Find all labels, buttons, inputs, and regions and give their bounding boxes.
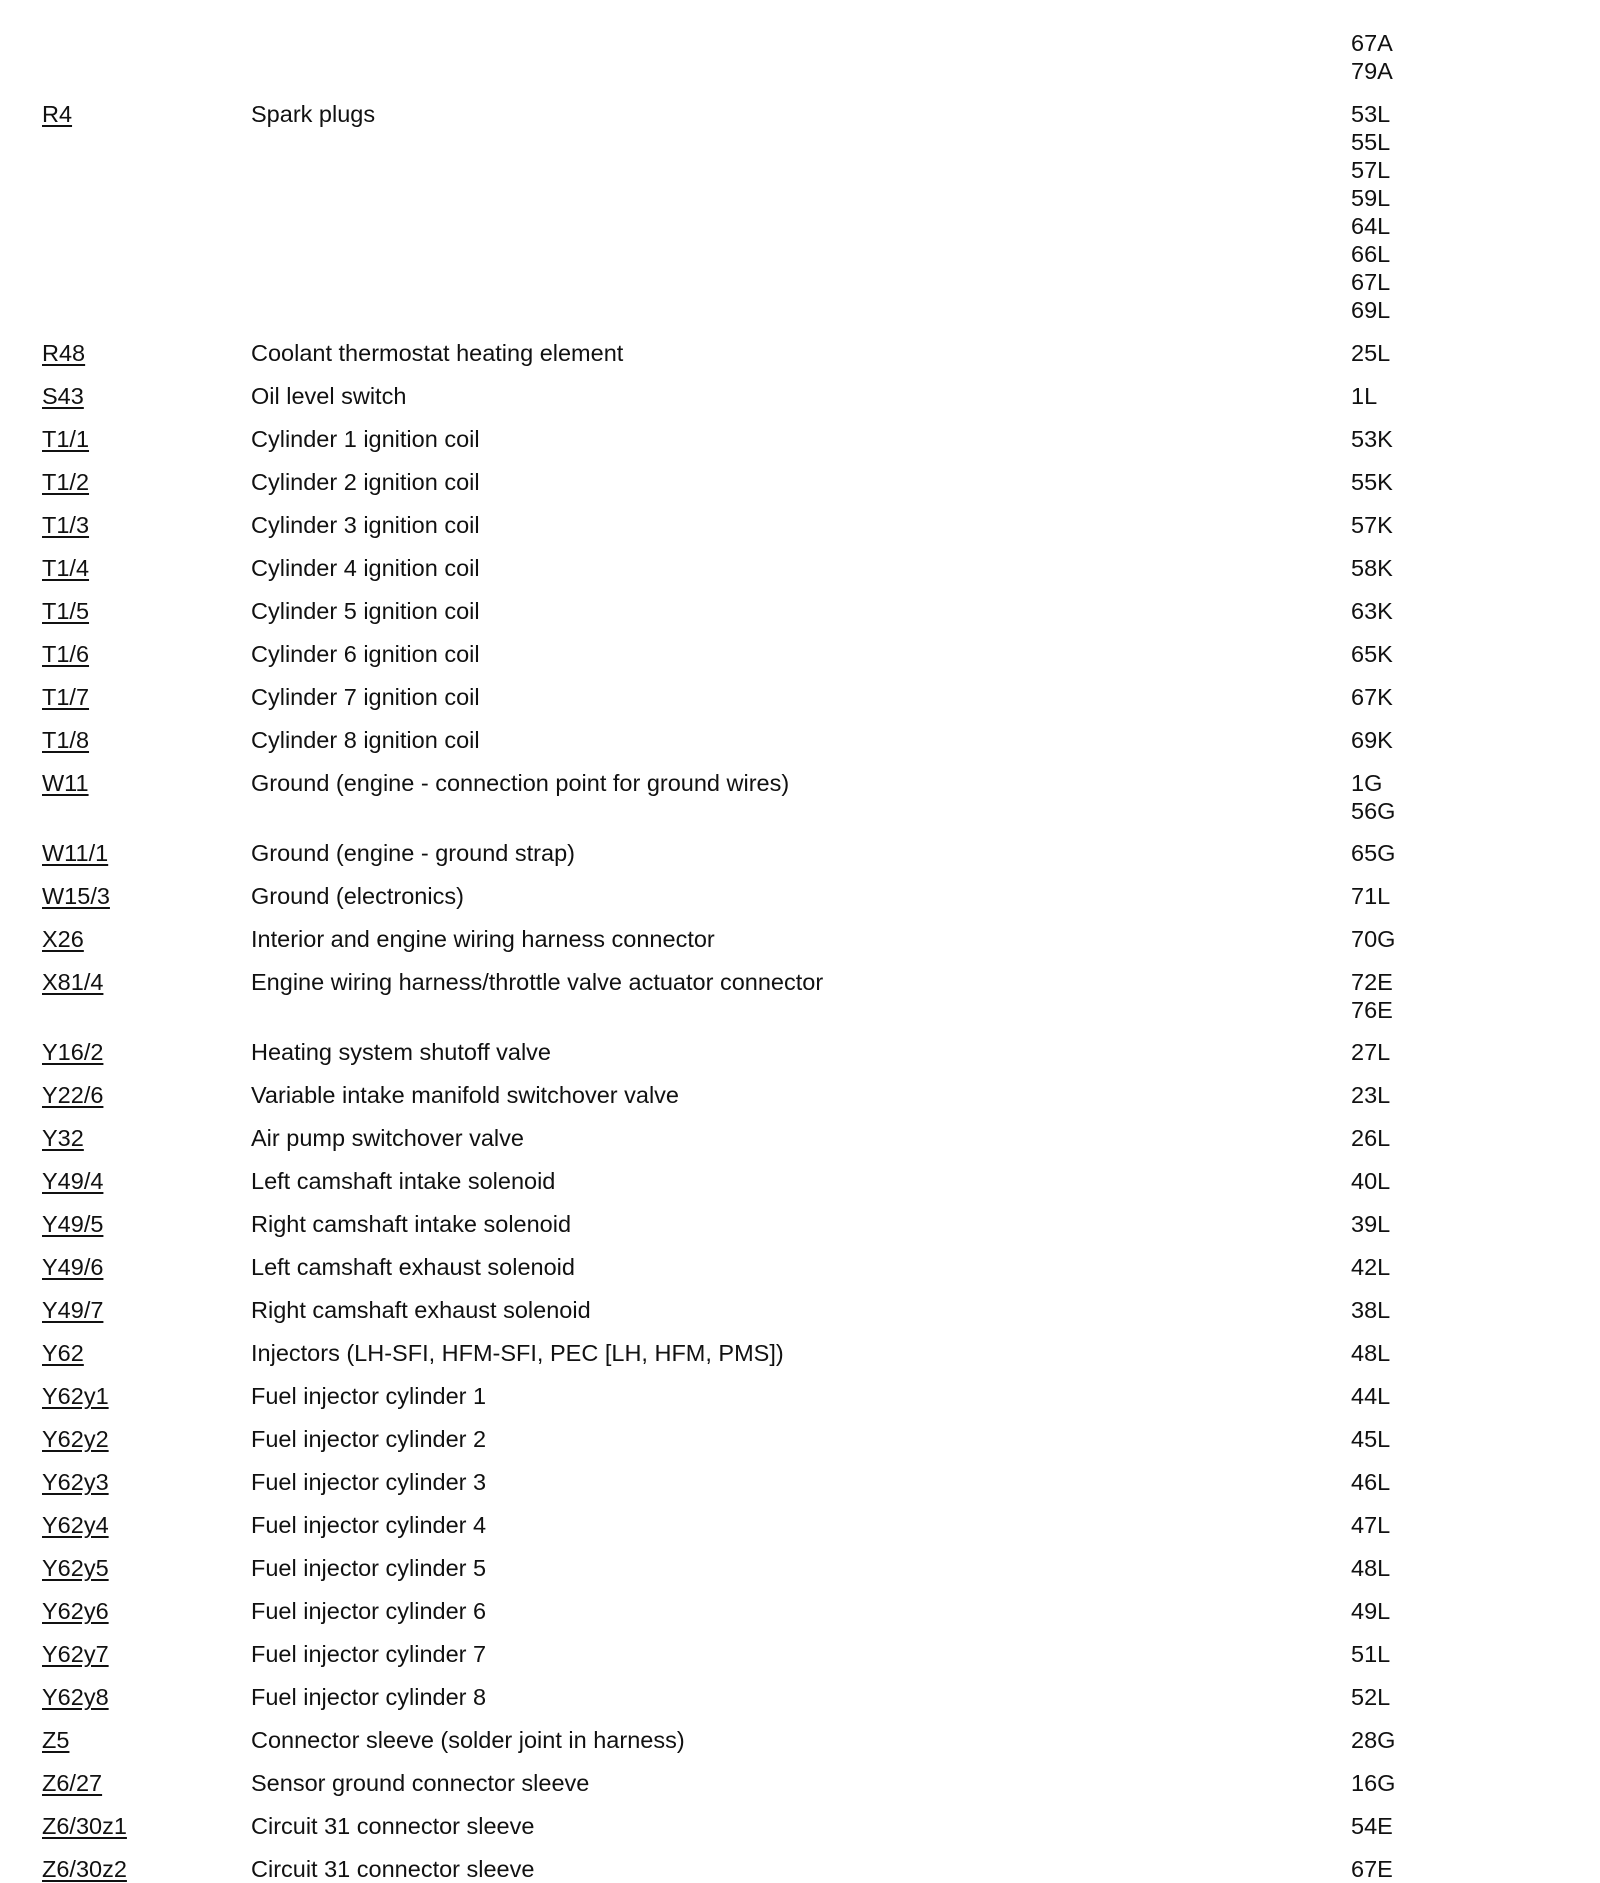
- component-description: Cylinder 3 ignition coil: [251, 512, 480, 538]
- grid-location-list: [1351, 1554, 1390, 1582]
- component-code-link[interactable]: Y49/7: [42, 1297, 104, 1323]
- component-description: Connector sleeve (solder joint in harness): [251, 1727, 685, 1753]
- grid-location: 79A: [1351, 58, 1393, 84]
- grid-location-list: [1351, 1855, 1393, 1883]
- component-description: Right camshaft exhaust solenoid: [251, 1297, 591, 1323]
- grid-location: 53K: [1351, 426, 1393, 452]
- grid-location-list: [1351, 1511, 1390, 1539]
- component-code-link[interactable]: Y16/2: [42, 1039, 104, 1065]
- component-description: Cylinder 2 ignition coil: [251, 469, 480, 495]
- grid-location-list: [1351, 29, 1393, 85]
- grid-location: 1G: [1351, 770, 1383, 796]
- grid-location-list: [1351, 683, 1393, 711]
- grid-location-list: [1351, 640, 1393, 668]
- component-description: Spark plugs: [251, 101, 376, 127]
- grid-location: 53L: [1351, 101, 1391, 127]
- component-description: Engine wiring harness/throttle valve actuator connector: [251, 969, 824, 995]
- grid-location: 56G: [1351, 798, 1396, 824]
- grid-location: 51L: [1351, 1641, 1391, 1667]
- component-code-link[interactable]: T1/3: [42, 512, 90, 538]
- component-description: Fuel injector cylinder 1: [251, 1383, 487, 1409]
- grid-location-list: [1351, 1124, 1390, 1152]
- grid-location: 42L: [1351, 1254, 1391, 1280]
- component-code-link[interactable]: Y62: [42, 1340, 84, 1366]
- component-code-link[interactable]: T1/6: [42, 641, 90, 667]
- grid-location: 28G: [1351, 1727, 1396, 1753]
- grid-location-list: [1351, 882, 1390, 910]
- component-description: Cylinder 1 ignition coil: [251, 426, 480, 452]
- grid-location: 54E: [1351, 1813, 1393, 1839]
- grid-location: 63K: [1351, 598, 1393, 624]
- component-code-link[interactable]: X26: [42, 926, 84, 952]
- grid-location: 66L: [1351, 241, 1391, 267]
- grid-location-list: [1351, 339, 1390, 367]
- component-description: Coolant thermostat heating element: [251, 340, 624, 366]
- component-description: Fuel injector cylinder 7: [251, 1641, 487, 1667]
- component-description: Fuel injector cylinder 6: [251, 1598, 487, 1624]
- grid-location: 45L: [1351, 1426, 1391, 1452]
- component-description: Ground (engine - connection point for ground wires): [251, 770, 790, 796]
- grid-location: 1L: [1351, 383, 1378, 409]
- grid-location: 39L: [1351, 1211, 1391, 1237]
- component-code-link[interactable]: Y62y4: [42, 1512, 109, 1538]
- component-description: Air pump switchover valve: [251, 1125, 524, 1151]
- component-code-link[interactable]: Z5: [42, 1727, 70, 1753]
- component-description: Interior and engine wiring harness connector: [251, 926, 715, 952]
- component-description: Left camshaft intake solenoid: [251, 1168, 556, 1194]
- grid-location-list: [1351, 1468, 1390, 1496]
- component-description: Fuel injector cylinder 5: [251, 1555, 487, 1581]
- grid-location-list: [1351, 511, 1393, 539]
- grid-location: 65G: [1351, 840, 1396, 866]
- grid-location-list: [1351, 1167, 1390, 1195]
- grid-location-list: [1351, 1210, 1390, 1238]
- component-description: Fuel injector cylinder 3: [251, 1469, 487, 1495]
- component-description: Ground (engine - ground strap): [251, 840, 575, 866]
- grid-location: 48L: [1351, 1555, 1391, 1581]
- component-description: Fuel injector cylinder 8: [251, 1684, 487, 1710]
- component-description: Circuit 31 connector sleeve: [251, 1856, 535, 1882]
- grid-location: 67A: [1351, 30, 1393, 56]
- grid-location-list: [1351, 1253, 1390, 1281]
- grid-location: 16G: [1351, 1770, 1396, 1796]
- grid-location: 23L: [1351, 1082, 1391, 1108]
- grid-location: 52L: [1351, 1684, 1391, 1710]
- grid-location-list: [1351, 1425, 1390, 1453]
- component-code-link[interactable]: Y62y5: [42, 1555, 109, 1581]
- component-code-link[interactable]: T1/7: [42, 684, 90, 710]
- component-code-link[interactable]: R4: [42, 101, 73, 127]
- component-code-link[interactable]: Z6/30z2: [42, 1856, 127, 1882]
- grid-location: 49L: [1351, 1598, 1391, 1624]
- grid-location-list: [1351, 554, 1393, 582]
- grid-location: 47L: [1351, 1512, 1391, 1538]
- component-code-link[interactable]: Y49/4: [42, 1168, 104, 1194]
- grid-location-list: [1351, 726, 1393, 754]
- component-description: Cylinder 5 ignition coil: [251, 598, 480, 624]
- component-description: Fuel injector cylinder 2: [251, 1426, 487, 1452]
- grid-location: 25L: [1351, 340, 1391, 366]
- grid-location: 40L: [1351, 1168, 1391, 1194]
- grid-location: 71L: [1351, 883, 1391, 909]
- grid-location: 76E: [1351, 997, 1393, 1023]
- component-code-link[interactable]: W11: [42, 770, 89, 796]
- component-description: Cylinder 4 ignition coil: [251, 555, 480, 581]
- grid-location-list: [1351, 1339, 1390, 1367]
- component-code-link[interactable]: T1/5: [42, 598, 90, 624]
- component-code-link[interactable]: Z6/30z1: [42, 1813, 127, 1839]
- grid-location-list: [1351, 100, 1390, 324]
- component-code-link[interactable]: R48: [42, 340, 86, 366]
- component-code-link[interactable]: X81/4: [42, 969, 104, 995]
- grid-location: 67E: [1351, 1856, 1393, 1882]
- grid-location-list: [1351, 468, 1393, 496]
- component-description: Variable intake manifold switchover valve: [251, 1082, 679, 1108]
- component-description: Cylinder 7 ignition coil: [251, 684, 480, 710]
- grid-location: 44L: [1351, 1383, 1391, 1409]
- grid-location-list: [1351, 1382, 1390, 1410]
- component-code-link[interactable]: W15/3: [42, 883, 110, 909]
- component-code-link[interactable]: T1/2: [42, 469, 90, 495]
- grid-location-list: [1351, 1726, 1395, 1754]
- grid-location: 55K: [1351, 469, 1393, 495]
- grid-location: 72E: [1351, 969, 1393, 995]
- component-code-link[interactable]: Y32: [42, 1125, 84, 1151]
- grid-location-list: [1351, 1812, 1393, 1840]
- component-code-link[interactable]: T1/8: [42, 727, 90, 753]
- component-code-link[interactable]: Z6/27: [42, 1770, 103, 1796]
- component-description: Fuel injector cylinder 4: [251, 1512, 487, 1538]
- grid-location: 57L: [1351, 157, 1391, 183]
- component-code-link[interactable]: Y49/6: [42, 1254, 104, 1280]
- component-code-link[interactable]: Y49/5: [42, 1211, 104, 1237]
- grid-location: 46L: [1351, 1469, 1391, 1495]
- component-description: Right camshaft intake solenoid: [251, 1211, 572, 1237]
- component-code-link[interactable]: Y62y3: [42, 1469, 109, 1495]
- grid-location-list: [1351, 769, 1395, 825]
- grid-location: 57K: [1351, 512, 1393, 538]
- component-code-link[interactable]: T1/1: [42, 426, 90, 452]
- component-description: Left camshaft exhaust solenoid: [251, 1254, 575, 1280]
- grid-location-list: [1351, 968, 1393, 1024]
- grid-location: 69K: [1351, 727, 1393, 753]
- grid-location: 27L: [1351, 1039, 1391, 1065]
- component-code-link[interactable]: Y62y7: [42, 1641, 109, 1667]
- component-code-link[interactable]: Y22/6: [42, 1082, 104, 1108]
- grid-location-list: [1351, 1640, 1390, 1668]
- grid-location: 67K: [1351, 684, 1393, 710]
- grid-location-list: [1351, 1597, 1390, 1625]
- grid-location-list: [1351, 1081, 1390, 1109]
- component-description: Oil level switch: [251, 383, 407, 409]
- grid-location: 38L: [1351, 1297, 1391, 1323]
- component-description: Heating system shutoff valve: [251, 1039, 551, 1065]
- grid-location-list: [1351, 925, 1395, 953]
- component-code-link[interactable]: Y62y2: [42, 1426, 109, 1452]
- grid-location: 59L: [1351, 185, 1391, 211]
- component-code-link[interactable]: Y62y6: [42, 1598, 109, 1624]
- grid-location-list: [1351, 597, 1393, 625]
- component-description: Ground (electronics): [251, 883, 464, 909]
- grid-location: 67L: [1351, 269, 1391, 295]
- component-code-link[interactable]: Y62y1: [42, 1383, 109, 1409]
- grid-location: 70G: [1351, 926, 1396, 952]
- grid-location-list: [1351, 1683, 1390, 1711]
- component-description: Cylinder 8 ignition coil: [251, 727, 480, 753]
- grid-location: 55L: [1351, 129, 1391, 155]
- grid-location: 58K: [1351, 555, 1393, 581]
- grid-location-list: [1351, 1296, 1390, 1324]
- grid-location: 48L: [1351, 1340, 1391, 1366]
- component-code-link[interactable]: W11/1: [42, 840, 109, 866]
- component-description: Cylinder 6 ignition coil: [251, 641, 480, 667]
- component-description: Circuit 31 connector sleeve: [251, 1813, 535, 1839]
- grid-location-list: [1351, 382, 1377, 410]
- grid-location: 64L: [1351, 213, 1391, 239]
- component-description: Injectors (LH-SFI, HFM-SFI, PEC [LH, HFM, PMS]): [251, 1340, 784, 1366]
- grid-location: 26L: [1351, 1125, 1391, 1151]
- grid-location-list: [1351, 839, 1395, 867]
- grid-location-list: [1351, 425, 1393, 453]
- grid-location: 65K: [1351, 641, 1393, 667]
- grid-location-list: [1351, 1038, 1390, 1066]
- component-code-link[interactable]: T1/4: [42, 555, 90, 581]
- component-code-link[interactable]: Y62y8: [42, 1684, 109, 1710]
- grid-location-list: [1351, 1769, 1395, 1797]
- component-description: Sensor ground connector sleeve: [251, 1770, 590, 1796]
- component-code-link[interactable]: S43: [42, 383, 84, 409]
- grid-location: 69L: [1351, 297, 1391, 323]
